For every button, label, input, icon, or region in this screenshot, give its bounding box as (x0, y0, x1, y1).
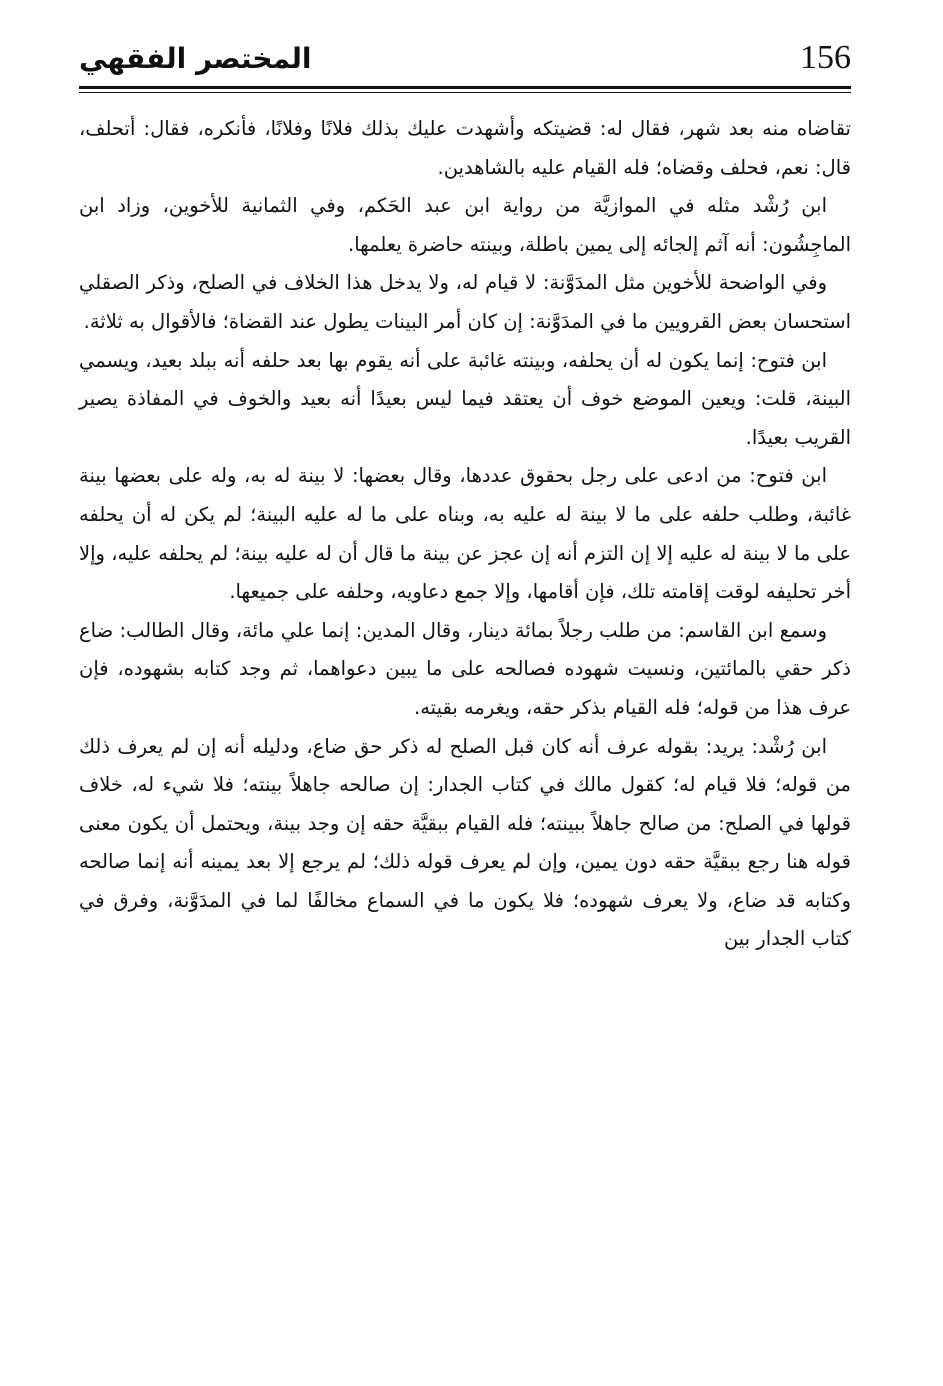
header-rule-thick (79, 86, 851, 89)
paragraph: ابن فتوح: إنما يكون له أن يحلفه، وبينته غائبة على أنه يقوم بها بعد حلفه أنه ببلد بعيد، ويسمي البينة، قلت: ويعين الموضع خوف أن يعتقد فيما ليس بعيدًا أنه بعيد والخوف في المفاذة يصير القريب بعيدًا. (79, 348, 851, 449)
paragraph: وسمع ابن القاسم: من طلب رجلاً بمائة دينار، وقال المدين: إنما علي مائة، وقال الطالب: ضاع ذكر حقي بالمائتين، ونسيت شهوده فصالحه على ما يبين دعواهما، ثم وجد كتابه بشهوده، فإن عرف هذا من قوله؛ فله القيام بذكر حقه، ويغرمه بقيته. (79, 618, 851, 719)
book-title: المختصر الفقهي (79, 42, 312, 75)
paragraph: ابن فتوح: من ادعى على رجل بحقوق عددها، وقال بعضها: لا بينة له به، وله على بعضها بينة غائبة، وطلب حلفه على ما لا بينة له عليه به، وبناه على ما له عليه البينة؛ لم يكن له أن يحلفه على ما لا بينة له عليه إلا إن التزم أنه إن عجز عن بينة ما قال أن له عليه بينة؛ لم يحلفه عليه، وإلا أخر تحليفه لوقت إقامته تلك، فإن أقامها، وإلا جمع دعاويه، وحلفه على جميعها. (79, 464, 851, 604)
main-text (79, 110, 851, 959)
header-rule-thin (79, 92, 851, 93)
page-header (79, 36, 851, 86)
paragraph: ابن رُشْد: يريد: بقوله عرف أنه كان قبل الصلح له ذكر حق ضاع، ودليله أنه إن لم يعرف ذلك من قوله؛ فلا قيام له؛ كقول مالك في كتاب الجدار: إن صالحه جاهلاً بينته؛ فلا شيء له، خلاف قولها في الصلح: من صالح جاهلاً ببينته؛ فله القيام ببقيَّة حقه إن وجد بينة، ويحتمل أن يكون معنى قوله هنا رجع ببقيَّة حقه دون يمين، وإن لم يعرف قوله ذلك؛ لم يرجع إلا بعد يمينه أنه إنما صالحه وكتابه قد ضاع، ولا يعرف شهوده؛ فلا يكون ما في السماع مخالفًا لما في المدَوَّنة، وفرق في كتاب الجدار بين (79, 734, 851, 951)
paragraph: ابن رُشْد مثله في الموازيَّة من رواية ابن عبد الحَكم، وفي الثمانية للأخوين، وزاد ابن الماجِشُون: أنه آثم إلجائه إلى يمين باطلة، وبينته حاضرة يعلمها. (79, 194, 851, 256)
paragraph: وفي الواضحة للأخوين مثل المدَوَّنة: لا قيام له، ولا يدخل هذا الخلاف في الصلح، وذكر الصقلي استحسان بعض القرويين ما في المدَوَّنة: إن كان أمر البينات يطول عند القضاة؛ فالأقوال به ثلاثة. (79, 271, 851, 333)
page-number: 156 (800, 39, 851, 76)
paragraph: تقاضاه منه بعد شهر، فقال له: قضيتكه وأشهدت عليك بذلك فلانًا وفلانًا، فأنكره، فقال: أتحلف، قال: نعم، فحلف وقضاه؛ فله القيام عليه بالشاهدين. (79, 117, 851, 179)
